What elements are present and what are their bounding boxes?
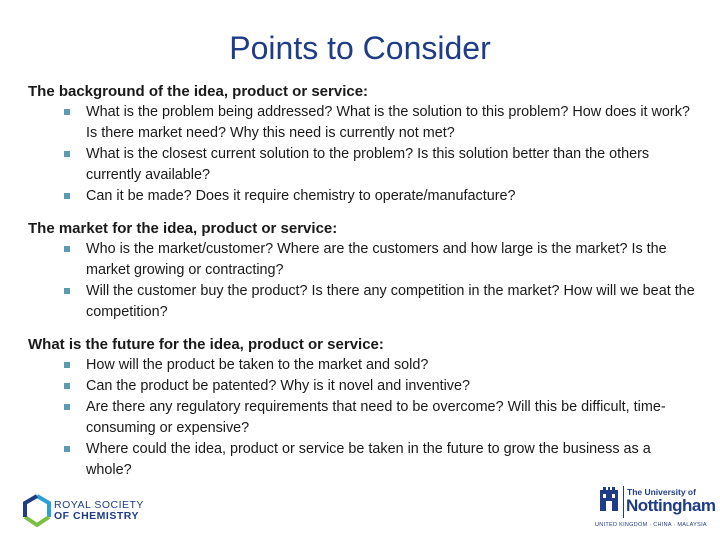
square-bullet-icon — [64, 246, 70, 252]
section-heading: What is the future for the idea, product or service: — [28, 336, 384, 353]
rsc-hexagon-icon — [22, 494, 52, 528]
list-item-text: What is the problem being addressed? What is the solution to this problem? How does it work? Is there market need? Why this need is currently not met? — [86, 104, 690, 141]
section-background — [28, 82, 698, 207]
list-item — [28, 102, 698, 144]
logo-divider — [623, 486, 624, 518]
university-logo — [592, 480, 718, 536]
list-item — [28, 186, 698, 207]
square-bullet-icon — [64, 446, 70, 452]
square-bullet-icon — [64, 383, 70, 389]
list-item-text: Are there any regulatory requirements that need to be overcome? Will this be difficult, time-consuming or expensive? — [86, 399, 666, 436]
square-bullet-icon — [64, 109, 70, 115]
section-future — [28, 335, 698, 481]
square-bullet-icon — [64, 404, 70, 410]
list-item — [28, 144, 698, 186]
rsc-wordmark — [54, 500, 144, 522]
rsc-line-2: OF CHEMISTRY — [54, 510, 139, 522]
uon-line-1: The University of — [627, 487, 696, 497]
list-item — [28, 239, 698, 281]
square-bullet-icon — [64, 193, 70, 199]
bullet-list — [28, 102, 698, 207]
bullet-list — [28, 355, 698, 481]
rsc-line-1: ROYAL SOCIETY — [54, 499, 144, 511]
castle-crest-icon — [598, 486, 620, 512]
page-title: Points to Consider — [229, 30, 491, 66]
list-item — [28, 439, 698, 481]
list-item — [28, 355, 698, 376]
list-item-text: Will the customer buy the product? Is there any competition in the market? How will we beat the competition? — [86, 283, 695, 320]
list-item-text: Where could the idea, product or service be taken in the future to grow the business as a whole? — [86, 441, 651, 478]
section-market — [28, 219, 698, 323]
list-item — [28, 397, 698, 439]
rsc-logo — [22, 492, 182, 532]
list-item — [28, 376, 698, 397]
list-item-text: What is the closest current solution to the problem? Is this solution better than the others currently available? — [86, 146, 650, 183]
uon-line-2: Nottingham — [626, 496, 716, 515]
square-bullet-icon — [64, 288, 70, 294]
list-item-text: How will the product be taken to the market and sold? — [86, 357, 429, 373]
bullet-list — [28, 239, 698, 323]
list-item — [28, 281, 698, 323]
section-heading: The market for the idea, product or service: — [28, 220, 338, 237]
uon-line-3: UNITED KINGDOM · CHINA · MALAYSIA — [595, 522, 707, 528]
section-heading: The background of the idea, product or service: — [28, 83, 369, 100]
list-item-text: Can it be made? Does it require chemistry to operate/manufacture? — [86, 188, 516, 204]
square-bullet-icon — [64, 362, 70, 368]
content-area — [28, 82, 698, 493]
square-bullet-icon — [64, 151, 70, 157]
list-item-text: Can the product be patented? Why is it novel and inventive? — [86, 378, 470, 394]
list-item-text: Who is the market/customer? Where are the customers and how large is the market? Is the market growing or contracting? — [86, 241, 667, 278]
